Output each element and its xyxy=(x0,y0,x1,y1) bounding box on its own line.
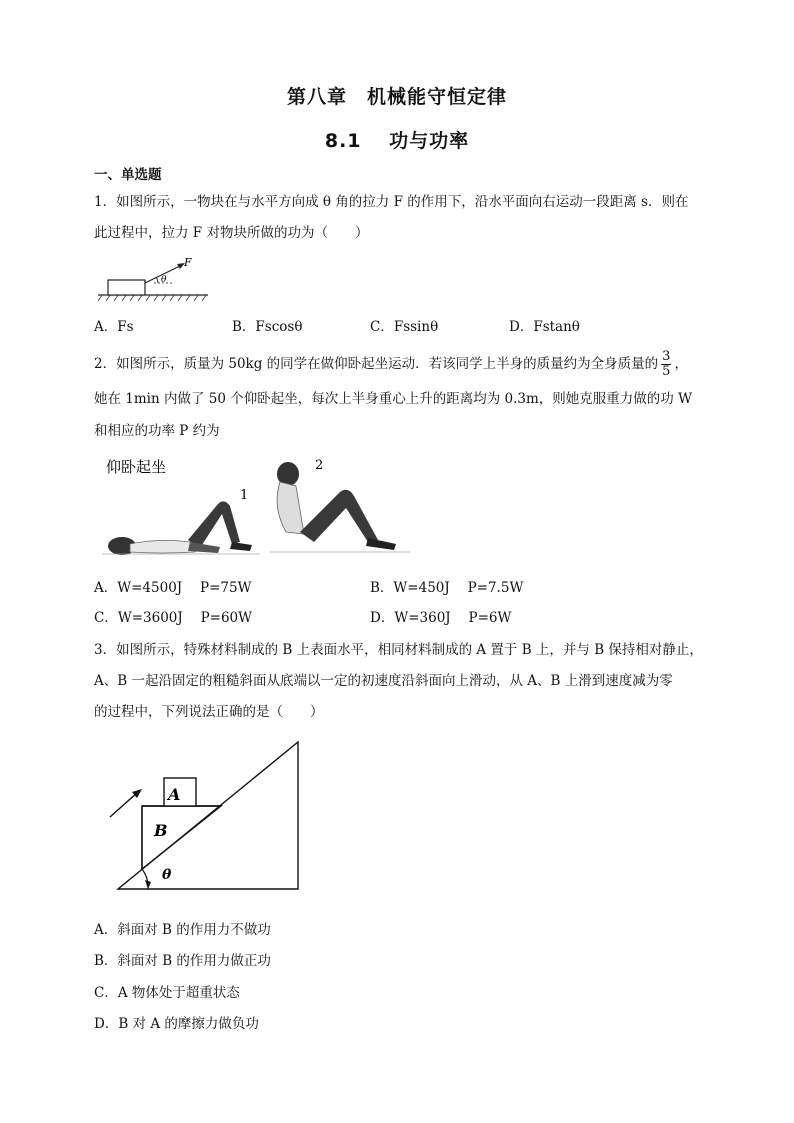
q3-option-c: C．A 物体处于超重状态 xyxy=(94,985,240,1001)
fraction-numerator: 3 xyxy=(662,349,671,364)
q2-option-b: B．W=450J P=7.5W xyxy=(370,580,524,596)
chapter-title: 第八章 机械能守恒定律 xyxy=(286,86,507,108)
q2-text-line1a: 2．如图所示，质量为 50kg 的同学在做仰卧起坐运动．若该同学上半身的质量约为全身质量的 xyxy=(94,356,659,372)
q3-figure-incline xyxy=(104,738,304,894)
q2-text-line2: 她在 1min 内做了 50 个仰卧起坐，每次上半身重心上升的距离均为 0.3m，则她克服重力做的功 W xyxy=(94,391,692,407)
fraction-denominator: 5 xyxy=(662,364,671,379)
q1-option-d: D．Fstanθ xyxy=(509,319,580,335)
block xyxy=(108,280,145,295)
figure-number-1: 1 xyxy=(240,488,249,503)
label-F: F xyxy=(184,256,192,269)
person-lying-figure xyxy=(102,501,260,555)
q3-option-a: A．斜面对 B 的作用力不做功 xyxy=(94,922,271,938)
q1-option-c: C．Fssinθ xyxy=(370,319,439,335)
q2-option-d: D．W=360J P=6W xyxy=(370,610,512,626)
label-A: A xyxy=(168,785,181,804)
q1-option-b: B．Fscosθ xyxy=(232,319,303,335)
q1-text-line1: 1．如图所示，一物块在与水平方向成 θ 角的拉力 F 的作用下，沿水平面向右运动一段距离 s．则在 xyxy=(94,194,689,210)
q1-text-line2: 此过程中，拉力 F 对物块所做的功为（ ） xyxy=(94,225,369,241)
q2-text-line3: 和相应的功率 P 约为 xyxy=(94,423,220,439)
q3-text-line3: 的过程中，下列说法正确的是（ ） xyxy=(94,704,324,720)
label-theta: θ xyxy=(162,867,172,883)
q2-option-a: A．W=4500J P=75W xyxy=(94,580,252,596)
q2-option-c: C．W=3600J P=60W xyxy=(94,610,253,626)
q3-text-line1: 3．如图所示，特殊材料制成的 B 上表面水平，相同材料制成的 A 置于 B 上，并与 B 保持相对静止， xyxy=(94,642,703,658)
velocity-arrow xyxy=(110,792,138,817)
person-sitting-figure xyxy=(270,462,410,552)
q2-figure-situps xyxy=(100,452,420,570)
figure-caption: 仰卧起坐 xyxy=(106,458,167,476)
q1-option-a: A．Fs xyxy=(94,319,134,335)
q2-text-line1b: ， xyxy=(674,356,688,372)
q3-option-d: D．B 对 A 的摩擦力做负功 xyxy=(94,1016,259,1032)
q2-fraction xyxy=(661,350,671,379)
q2-text-line1 xyxy=(94,344,688,384)
q3-text-line2: A、B 一起沿固定的粗糙斜面从底端以一定的初速度沿斜面向上滑动，从 A、B 上滑到速度减为零 xyxy=(94,673,673,689)
q1-figure xyxy=(96,255,211,303)
label-B: B xyxy=(154,821,168,840)
section-title: 8.1 功与功率 xyxy=(324,130,470,152)
label-theta: θ xyxy=(161,275,167,285)
q3-option-b: B．斜面对 B 的作用力做正功 xyxy=(94,953,271,969)
figure-number-2: 2 xyxy=(315,458,324,473)
section-heading: 一、单选题 xyxy=(94,167,162,183)
